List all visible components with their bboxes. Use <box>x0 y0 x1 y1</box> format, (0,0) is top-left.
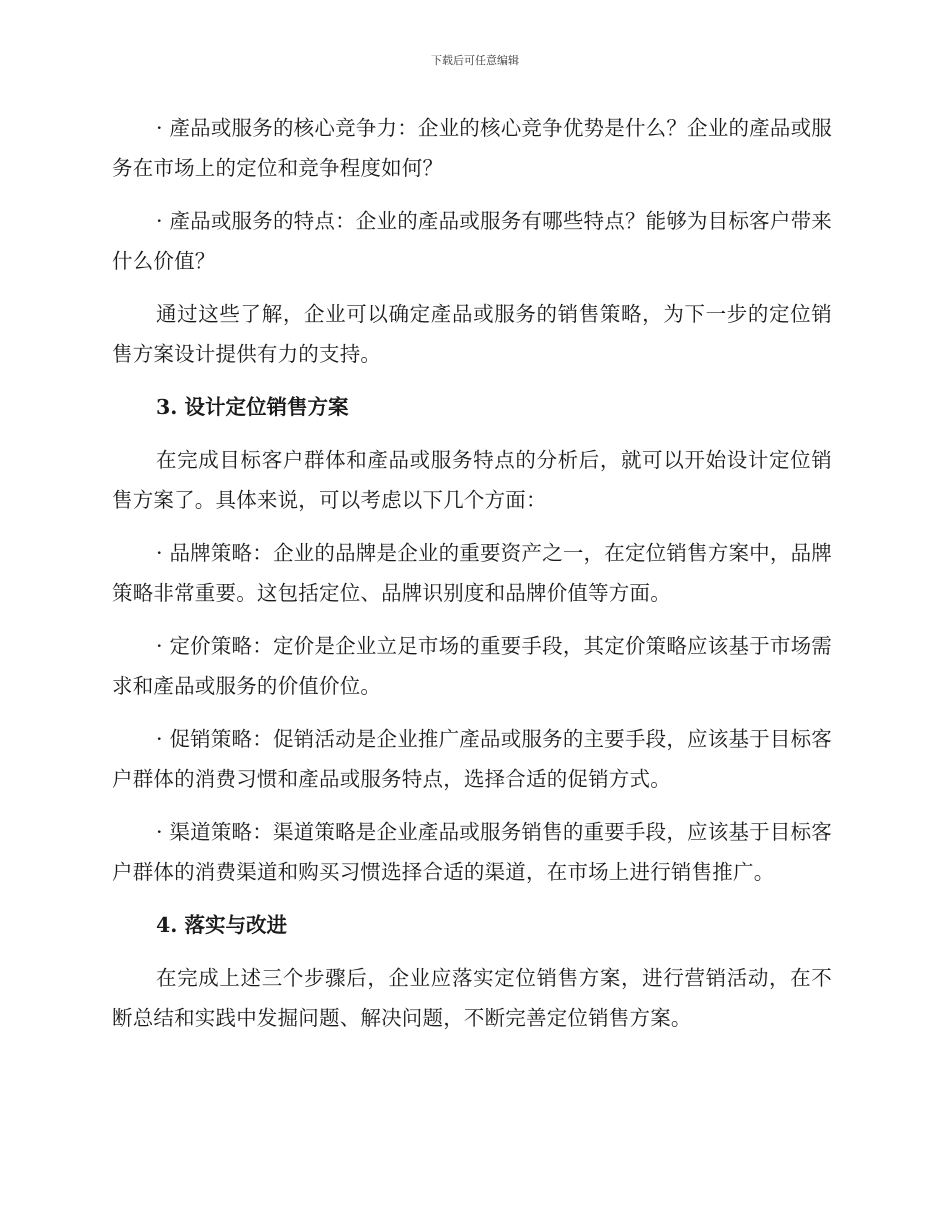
bullet-brand-strategy: · 品牌策略：企业的品牌是企业的重要资产之一，在定位销售方案中，品牌策略非常重要。这包括定位、品牌识别度和品牌价值等方面。 <box>112 541 832 605</box>
section-heading-3: 3. 设计定位销售方案 <box>156 395 349 419</box>
bullet-core-competitiveness: · 產品或服务的核心竞争力：企业的核心竞争优势是什么？企业的產品或服务在市场上的定位和竞争程度如何？ <box>112 116 832 180</box>
paragraph-design-intro: 在完成目标客户群体和產品或服务特点的分析后，就可以开始设计定位销售方案了。具体来说，可以考虑以下几个方面： <box>112 448 832 512</box>
document-body <box>112 108 832 1051</box>
bullet-promotion-strategy: · 促销策略：促销活动是企业推广產品或服务的主要手段，应该基于目标客户群体的消费习惯和產品或服务特点，选择合适的促销方式。 <box>112 727 832 791</box>
bullet-product-features: · 產品或服务的特点：企业的產品或服务有哪些特点？能够为目标客户带来什么价值？ <box>112 209 832 273</box>
paragraph-summary: 通过这些了解，企业可以确定產品或服务的销售策略，为下一步的定位销售方案设计提供有力的支持。 <box>112 302 832 366</box>
bullet-channel-strategy: · 渠道策略：渠道策略是企业產品或服务销售的重要手段，应该基于目标客户群体的消费渠道和购买习惯选择合适的渠道，在市场上进行销售推广。 <box>112 820 832 884</box>
paragraph-implementation: 在完成上述三个步骤后，企业应落实定位销售方案，进行营销活动，在不断总结和实践中发掘问题、解决问题，不断完善定位销售方案。 <box>112 966 832 1030</box>
bullet-pricing-strategy: · 定价策略：定价是企业立足市场的重要手段，其定价策略应该基于市场需求和產品或服务的价值价位。 <box>112 634 832 698</box>
section-heading-4: 4. 落实与改进 <box>156 913 288 937</box>
page-header: 下载后可任意编辑 <box>431 54 519 67</box>
